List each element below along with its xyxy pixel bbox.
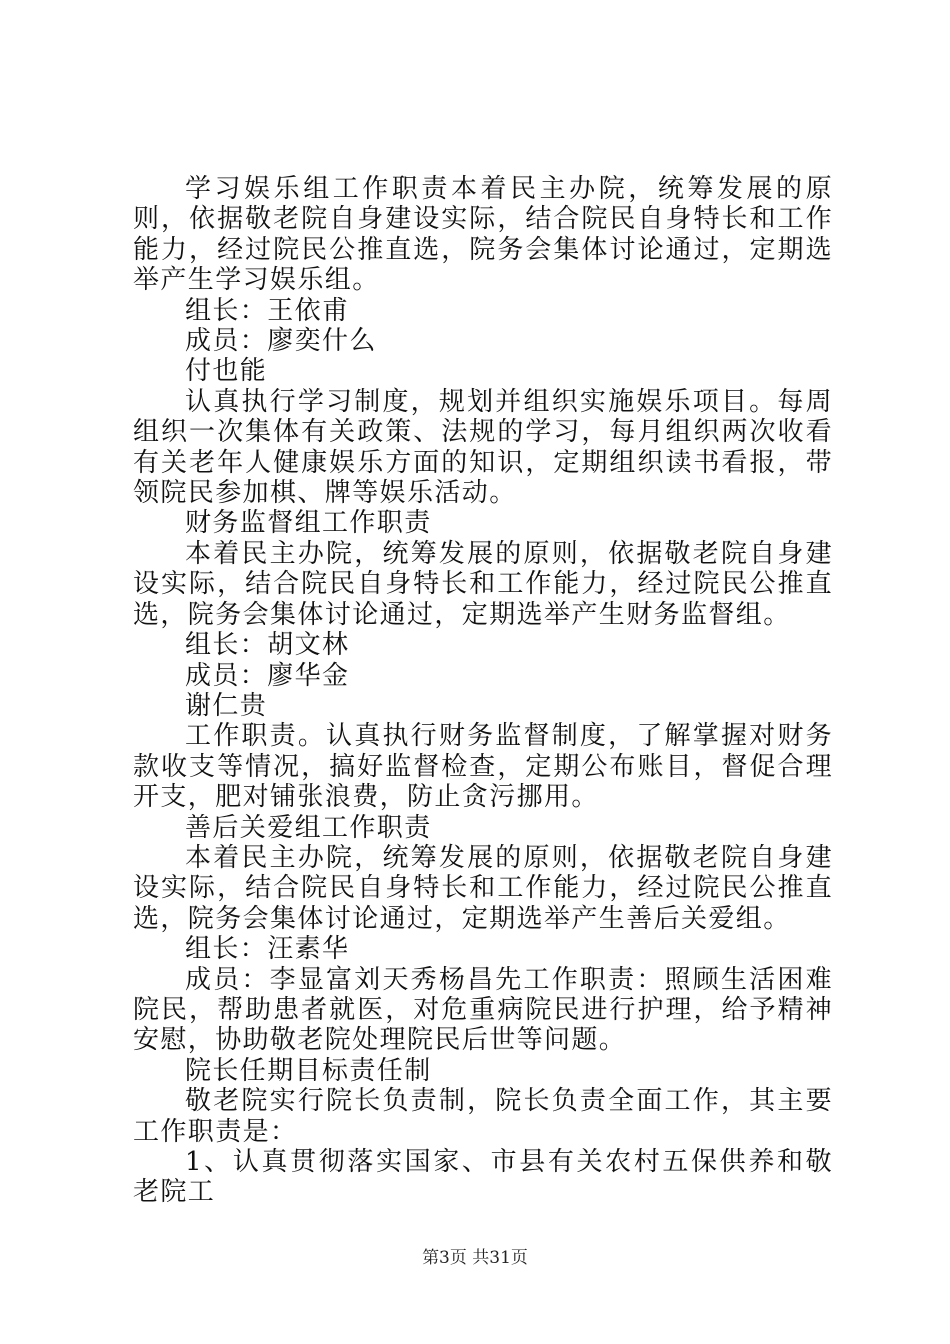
heading-care-group: 善后关爱组工作职责 [185, 812, 432, 843]
paragraph-study-group-member-2: 付也能 [185, 356, 268, 387]
paragraph-finance-group-duties: 工作职责。认真执行财务监督制度，了解掌握对财务款收支等情况，搞好监督检查，定期公布账目，督促合理开支，肥对铺张浪费，防止贪污挪用。 [133, 721, 833, 813]
paragraph-care-group-intro: 本着民主办院，统筹发展的原则，依据敬老院自身建设实际，结合院民自身特长和工作能力，经过院民公推直选，院务会集体讨论通过，定期选举产生善后关爱组。 [133, 842, 833, 934]
paragraph-study-group-duties: 认真执行学习制度，规划并组织实施娱乐项目。每周组织一次集体有关政策、法规的学习，每月组织两次收看有关老年人健康娱乐方面的知识，定期组织读书看报，带领院民参加棋、牌等娱乐活动。 [133, 386, 833, 509]
page-number-label: 第3页 共31页 [422, 1248, 528, 1268]
document-body [133, 174, 833, 1208]
paragraph-study-group-intro: 学习娱乐组工作职责本着民主办院，统筹发展的原则，依据敬老院自身建设实际，结合院民自身特长和工作能力，经过院民公推直选，院务会集体讨论通过，定期选举产生学习娱乐组。 [133, 174, 833, 296]
paragraph-care-group-leader: 组长：汪素华 [185, 934, 350, 965]
paragraph-finance-group-member-2: 谢仁贵 [185, 690, 268, 721]
paragraph-care-group-members-duties: 成员：李显富刘天秀杨昌先工作职责：照顾生活困难院民，帮助患者就医，对危重病院民进行护理，给予精神安慰，协助敬老院处理院民后世等问题。 [133, 964, 833, 1056]
paragraph-director-intro: 敬老院实行院长负责制，院长负责全面工作，其主要工作职责是： [133, 1086, 833, 1147]
paragraph-study-group-leader: 组长：王依甫 [185, 295, 350, 326]
paragraph-finance-group-leader: 组长：胡文林 [185, 630, 350, 661]
heading-finance-group: 财务监督组工作职责 [185, 508, 432, 539]
heading-director-responsibility: 院长任期目标责任制 [185, 1055, 432, 1086]
paragraph-finance-group-intro: 本着民主办院，统筹发展的原则，依据敬老院自身建设实际，结合院民自身特长和工作能力，经过院民公推直选，院务会集体讨论通过，定期选举产生财务监督组。 [133, 538, 833, 630]
paragraph-study-group-members: 成员：廖奕什么 [185, 326, 377, 357]
paragraph-finance-group-members: 成员：廖华金 [185, 660, 350, 691]
paragraph-director-item-1: 1、认真贯彻落实国家、市县有关农村五保供养和敬老院工 [133, 1147, 833, 1208]
page-footer [0, 1243, 950, 1268]
